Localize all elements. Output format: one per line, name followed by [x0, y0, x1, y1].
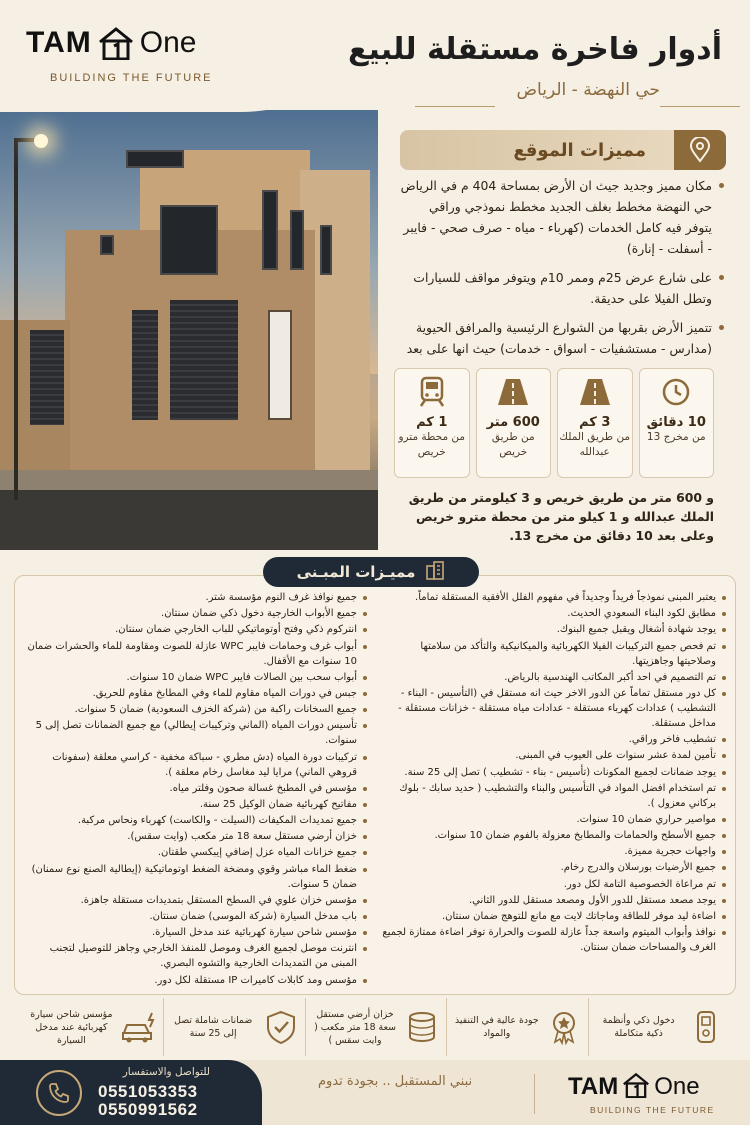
- footer-slogan: نبني المستقبل .. بجودة تدوم: [318, 1074, 473, 1089]
- location-feature-item: على شارع عرض 25م وممر 10م ويتوفر مواقف للسيارات وتطل الفيلا على حديقة.: [400, 267, 726, 309]
- building-feature-item: جميع تمديدات المكيفات (السيلت - والكاست) كهرباء ونحاس مركبة.: [22, 813, 367, 828]
- location-pin-icon: [674, 130, 726, 170]
- building-icon: [425, 560, 445, 584]
- logo-card: [0, 0, 380, 112]
- building-feature-item: تم فحص جميع التركيبات الفيلا الكهربائية والميكانيكية والتأكد من سلامتها وصلاحيتها وجاهزيتها.: [381, 639, 726, 669]
- highlight-item: [588, 998, 730, 1056]
- footer-logo: [568, 1072, 700, 1102]
- building-feature-item: مواصير حراري ضمان 10 سنوات.: [381, 812, 726, 827]
- brand-logo: [26, 26, 196, 60]
- building-feature-item: اضاءة ليد موفر للطاقة وماجاتك لايت مع مانع للتوهج ضمان سنتان.: [381, 909, 726, 924]
- phone-number-2[interactable]: 0550991562: [98, 1100, 198, 1119]
- footer-brand-name-b: One: [654, 1073, 700, 1100]
- building-feature-item: أبواب سحب بين الصالات فايبر WPC ضمان 10 سنوات.: [22, 670, 367, 685]
- building-feature-item: واجهات حجرية مميزة.: [381, 844, 726, 859]
- building-feature-item: مؤسس شاحن سيارة كهربائية عند مدخل السيارة.: [22, 925, 367, 940]
- highlight-item: [163, 998, 305, 1056]
- building-feature-item: جميع خزانات المياه عزل إضافي إيبكسي طقتان.: [22, 845, 367, 860]
- building-heading: مميـزات المبـنى: [296, 563, 416, 581]
- building-feature-item: يوجد شهادة أشغال ويقبل جميع البنوك.: [381, 622, 726, 637]
- building-feature-item: جميع نوافذ غرف النوم مؤسسة شتر.: [22, 590, 367, 605]
- footer-brand-name-a: TAM: [568, 1073, 619, 1100]
- quality-badge-icon: [546, 1009, 582, 1045]
- building-feature-item: يعتبر المبنى نموذجاً فريداً وجديداً في مفهوم الفلل الأفقية المستقلة تماماً.: [381, 590, 726, 605]
- building-feature-item: تم مراعاة الخصوصية التامة لكل دور.: [381, 877, 726, 892]
- building-feature-item: تم التصميم في احد أكبر المكاتب الهندسية بالرياض.: [381, 670, 726, 685]
- house-logo-icon: [622, 1072, 650, 1102]
- stat-label: من مخرج 13: [646, 431, 706, 443]
- location-feature-item: مكان مميز وجديد جيث ان الأرض بمساحة 404 م في الرياض حي النهضة مخطط بغلف الجديد مخطط نموذجي وراقي يتوفر فيه كامل الخدمات (كهرباء - مياه - صرف صحي - فايبر - أسفلت - إنارة): [400, 175, 726, 259]
- road-icon: [477, 375, 551, 409]
- building-feature-item: تأسيس دورات المياه (الماني وتركيبات إيطالي) مع جميع الضمانات تصل إلى 5 سنوات.: [22, 718, 367, 748]
- building-feature-item: تشطيب فاخر وراقي.: [381, 732, 726, 747]
- building-feature-item: خزان أرضي مستقل سعة 18 متر مكعب (وايت سقس).: [22, 829, 367, 844]
- building-feature-item: جميع الأسطح والحمامات والمطابخ معزولة بالفوم ضمان 10 سنوات.: [381, 828, 726, 843]
- stat-card: [476, 368, 552, 478]
- building-features-right-list: [381, 590, 726, 956]
- highlight-item: [446, 998, 588, 1056]
- building-feature-item: أبواب غرف وحمامات فايبر WPC عازلة للصوت ومقاومة للماء والحشرات ضمان 10 سنوات مع الأقفال.: [22, 639, 367, 669]
- highlight-text: مؤسس شاحن سيارة كهربائية عند مدخل السيارة: [30, 1008, 113, 1046]
- stat-value: 1 كم: [416, 415, 448, 430]
- stat-card: [557, 368, 633, 478]
- footer-tagline: BUILDING THE FUTURE: [590, 1105, 715, 1115]
- building-feature-item: جميع السخانات راكبة من (شركة الخزف السعودية) ضمان 5 سنوات.: [22, 702, 367, 717]
- stat-value: 3 كم: [579, 415, 611, 430]
- clock-icon: [640, 375, 714, 409]
- building-feature-item: يوجد مصعد مستقل للدور الأول ومصعد مستقل للدور الثاني.: [381, 893, 726, 908]
- ev-charger-icon: [121, 1009, 157, 1045]
- stat-card: [394, 368, 470, 478]
- train-icon: [395, 375, 469, 409]
- highlights-row: [22, 998, 730, 1056]
- phone-icon[interactable]: [36, 1070, 82, 1116]
- building-feature-item: نوافذ وأبواب الميتوم واسعة جداً عازلة للصوت والحرارة توفر اضاءة ممتازة لجميع الغرف والمساحات ضمان سنتان.: [381, 925, 726, 955]
- stat-value: 600 متر: [486, 415, 540, 430]
- highlight-item: [22, 998, 163, 1056]
- brand-tagline: BUILDING THE FUTURE: [50, 72, 213, 84]
- building-feature-item: مؤسس خزان علوي في السطح المستقل بتمديدات مستقلة جاهزة.: [22, 893, 367, 908]
- smart-lock-icon: [688, 1009, 724, 1045]
- building-feature-item: انتركوم ذكي وفتح أوتوماتيكي للباب الخارجي ضمان سنتان.: [22, 622, 367, 637]
- highlight-text: جودة عالية في التنفيذ والمواد: [454, 1015, 539, 1039]
- location-heading: مميزات الموقع: [513, 139, 646, 161]
- building-feature-item: مؤسس في المطبخ غسالة صحون وفلتر مياه.: [22, 781, 367, 796]
- phone-number-1[interactable]: 0551053353: [98, 1082, 198, 1101]
- road-icon: [558, 375, 632, 409]
- footer-divider: [534, 1074, 535, 1114]
- building-feature-item: باب مدخل السيارة (شركة الموسى) ضمان سنتان.: [22, 909, 367, 924]
- building-features-left-list: [22, 590, 367, 989]
- hero-building-photo: [0, 110, 378, 550]
- building-feature-item: جميع الأرضيات بورسلان والدرج رخام.: [381, 860, 726, 875]
- building-feature-item: يوجد ضمانات لجميع المكونات (تأسيس - بناء - تشطيب ) تصل إلى 25 سنة.: [381, 765, 726, 780]
- building-feature-item: ضغط الماء مباشر وقوي ومضخة الضغط اوتوماتيكية (إيطالية الصنع نوع سمنان) ضمان 5 سنوات.: [22, 862, 367, 892]
- building-feature-item: تركيبات دورة المياه (دش مطري - سباكة مخفية - كراسي معلقة (سفونات قروهي الماني) مرايا ليد مغاسل رخام معلقة ).: [22, 750, 367, 780]
- building-feature-item: مفاتيح كهربائية ضمان الوكيل 25 سنة.: [22, 797, 367, 812]
- brand-name-b: One: [139, 26, 197, 59]
- building-feature-item: تم استخدام افضل المواد في التأسيس والبناء والتشطيب ( حديد سابك - بلوك بركاني معزول ).: [381, 781, 726, 811]
- contact-label: للتواصل والاستفسار: [122, 1066, 210, 1078]
- water-tank-icon: [404, 1009, 440, 1045]
- highlight-item: [305, 998, 447, 1056]
- location-features-list: [400, 175, 726, 367]
- building-feature-item: جبس في دورات المياه مقاوم للماء وفي المطابخ مقاوم للحريق.: [22, 686, 367, 701]
- distance-summary: و 600 متر من طريق خريص و 3 كيلومتر من طريق الملك عبدالله و 1 كيلو متر من محطة مترو خريص وعلى بعد 10 دقائق من مخرج 13.: [408, 490, 714, 543]
- highlight-text: خزان أرضي مستقل سعة 18 متر مكعب ( وايت سقس ): [314, 1008, 396, 1046]
- brand-name-a: TAM: [26, 26, 92, 59]
- stat-label: من طريق الملك عبدالله: [559, 431, 631, 458]
- highlight-text: ضمانات شاملة تصل إلى 25 سنة: [174, 1015, 253, 1039]
- stat-label: من طريق خريص: [491, 431, 535, 458]
- distance-stats: [394, 368, 714, 478]
- building-feature-item: مؤسس ومد كابلات كاميرات IP مستقلة لكل دور.: [22, 973, 367, 988]
- stat-card: [639, 368, 715, 478]
- highlight-text: دخول ذكي وأنظمة ذكية متكاملة: [602, 1015, 675, 1039]
- location-feature-item: تتميز الأرض بقربها من الشوارع الرئيسية والمرافق الحيوية (مدارس - مستشفيات - اسواق - خدمات) حيث انها على بعد: [400, 317, 726, 359]
- building-feature-item: تأمين لمدة عشر سنوات على العيوب في المبنى.: [381, 748, 726, 763]
- building-feature-item: مطابق لكود البناء السعودي الحديث.: [381, 606, 726, 621]
- stat-value: 10 دقائق: [646, 415, 706, 430]
- building-feature-item: انترنت موصل لجميع الغرف وموصل للمنفذ الخارجي وجاهز للتوصيل لتجنب المبنى من التمديدات الخارجية والتشوه البصري.: [22, 941, 367, 971]
- page-title: أدوار فاخرة مستقلة للبيع: [348, 32, 722, 67]
- house-logo-icon: [98, 26, 134, 60]
- building-section-header: [263, 557, 479, 587]
- building-feature-item: كل دور مستقل تماماً عن الدور الاخر حيث انه مستقل في (التأسيس - البناء - التشطيب ) عدادات كهرباء مستقلة - عدادات مياه مستقلة - خزانات مستقلة - مداخل مستقلة.: [381, 686, 726, 731]
- page-subtitle: حي النهضة - الرياض: [516, 80, 660, 100]
- building-feature-item: جميع الأبواب الخارجية دخول ذكي ضمان سنتان.: [22, 606, 367, 621]
- shield-check-icon: [263, 1009, 299, 1045]
- stat-label: من محطة مترو خريص: [398, 431, 466, 458]
